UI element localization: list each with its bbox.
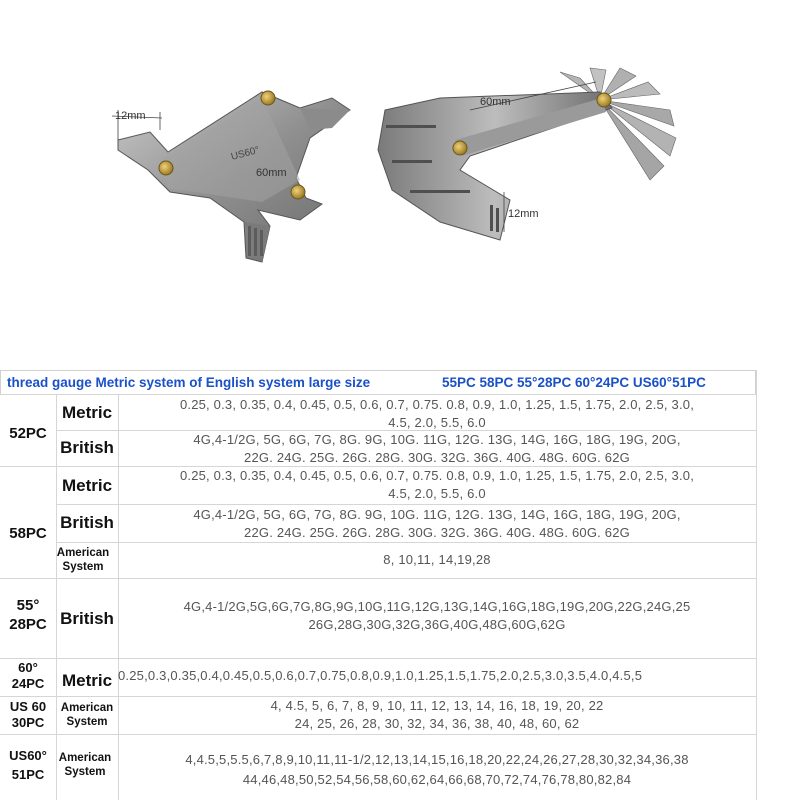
group-52pc: 52PC xyxy=(9,425,47,442)
values-american-58: 8, 10,11, 14,19,28 xyxy=(383,552,491,567)
group-60-24pc: 60° 24PC xyxy=(11,660,45,691)
left-dim-12mm: 12mm xyxy=(115,110,146,122)
values-metric-60: 0.25,0.3,0.35,0.4,0.45,0.5,0.6,0.7,0.75,0.8,0.9,1.0,1.25,1.5,1.75,2.0,2.5,3.0,3.5,4.0,4.5,5 xyxy=(118,668,643,683)
system-british-52: British xyxy=(60,438,114,457)
system-metric-52: Metric xyxy=(61,403,113,422)
values-british-58: 4G,4-1/2G, 5G, 6G, 7G, 8G. 9G, 10G. 11G, 12G. 13G, 14G, 16G, 18G, 19G, 20G, 22G. 24G. 25G. 26G. 28G. 30G. 32G. 36G. 40G. 48G. 60G. 62G xyxy=(193,507,681,540)
group-58pc: 58PC xyxy=(9,525,47,542)
group-us60-30pc: US 60 30PC xyxy=(9,699,47,730)
values-american-us30: 4, 4.5, 5, 6, 7, 8, 9, 10, 11, 12, 13, 14, 16, 18, 19, 20, 22 24, 25, 26, 28, 30, 32, 34, 36, 38, 40, 48, 60, 62 xyxy=(270,698,604,731)
values-british-52: 4G,4-1/2G, 5G, 6G, 7G, 8G. 9G, 10G. 11G, 12G. 13G, 14G, 16G, 18G, 19G, 20G, 22G. 24G. 25G. 26G. 28G. 30G. 32G. 36G. 40G. 48G. 60G. 62G xyxy=(193,432,681,465)
system-american-us30: American System xyxy=(60,702,114,728)
left-thread-gauge xyxy=(112,91,350,262)
right-dim-12mm: 12mm xyxy=(508,208,539,220)
spec-table xyxy=(0,370,800,800)
system-metric-58: Metric xyxy=(61,476,113,495)
group-55-28pc: 55° 28PC xyxy=(9,597,47,633)
system-british-55: British xyxy=(60,609,114,628)
system-american-58: American System xyxy=(56,547,110,573)
system-metric-60: Metric xyxy=(61,671,113,690)
values-american-us51: 4,4.5,5,5.5,6,7,8,9,10,11,11-1/2,12,13,14,15,16,18,20,22,24,26,27,28,30,32,34,36,38 44,46,48,50,52,54,56,58,60,62,64,66,68,70,72,74,76,78,80,82,84 xyxy=(185,752,689,787)
right-dim-60mm: 60mm xyxy=(480,96,511,108)
values-metric-52: 0.25, 0.3, 0.35, 0.4, 0.45, 0.5, 0.6, 0.7, 0.75. 0.8, 0.9, 1.0, 1.25, 1.5, 1.75, 2.0, 2.5, 3.0, 4.5, 2.0, 5.5, 6.0 xyxy=(179,397,695,430)
values-british-55: 4G,4-1/2G,5G,6G,7G,8G,9G,10G,11G,12G,13G,14G,16G,18G,19G,20G,22G,24G,25 26G,28G,30G,32G,36G,40G,48G,60G,62G xyxy=(183,599,691,632)
system-american-us51: American System xyxy=(58,752,112,778)
product-photo xyxy=(0,0,800,330)
header-title: thread gauge Metric system of English system large size xyxy=(7,375,371,390)
left-dim-60mm: 60mm xyxy=(256,167,287,179)
svg-text:US60°: US60° xyxy=(229,144,261,163)
group-us60-51pc: US60° 51PC xyxy=(9,748,47,782)
values-metric-58: 0.25, 0.3, 0.35, 0.4, 0.45, 0.5, 0.6, 0.7, 0.75. 0.8, 0.9, 1.0, 1.25, 1.5, 1.75, 2.0, 2.5, 3.0, 4.5, 2.0, 5.5, 6.0 xyxy=(179,468,695,501)
table-header xyxy=(0,370,756,394)
system-british-58: British xyxy=(60,513,114,532)
header-models: 55PC 58PC 55°28PC 60°24PC US60°51PC xyxy=(442,375,706,390)
